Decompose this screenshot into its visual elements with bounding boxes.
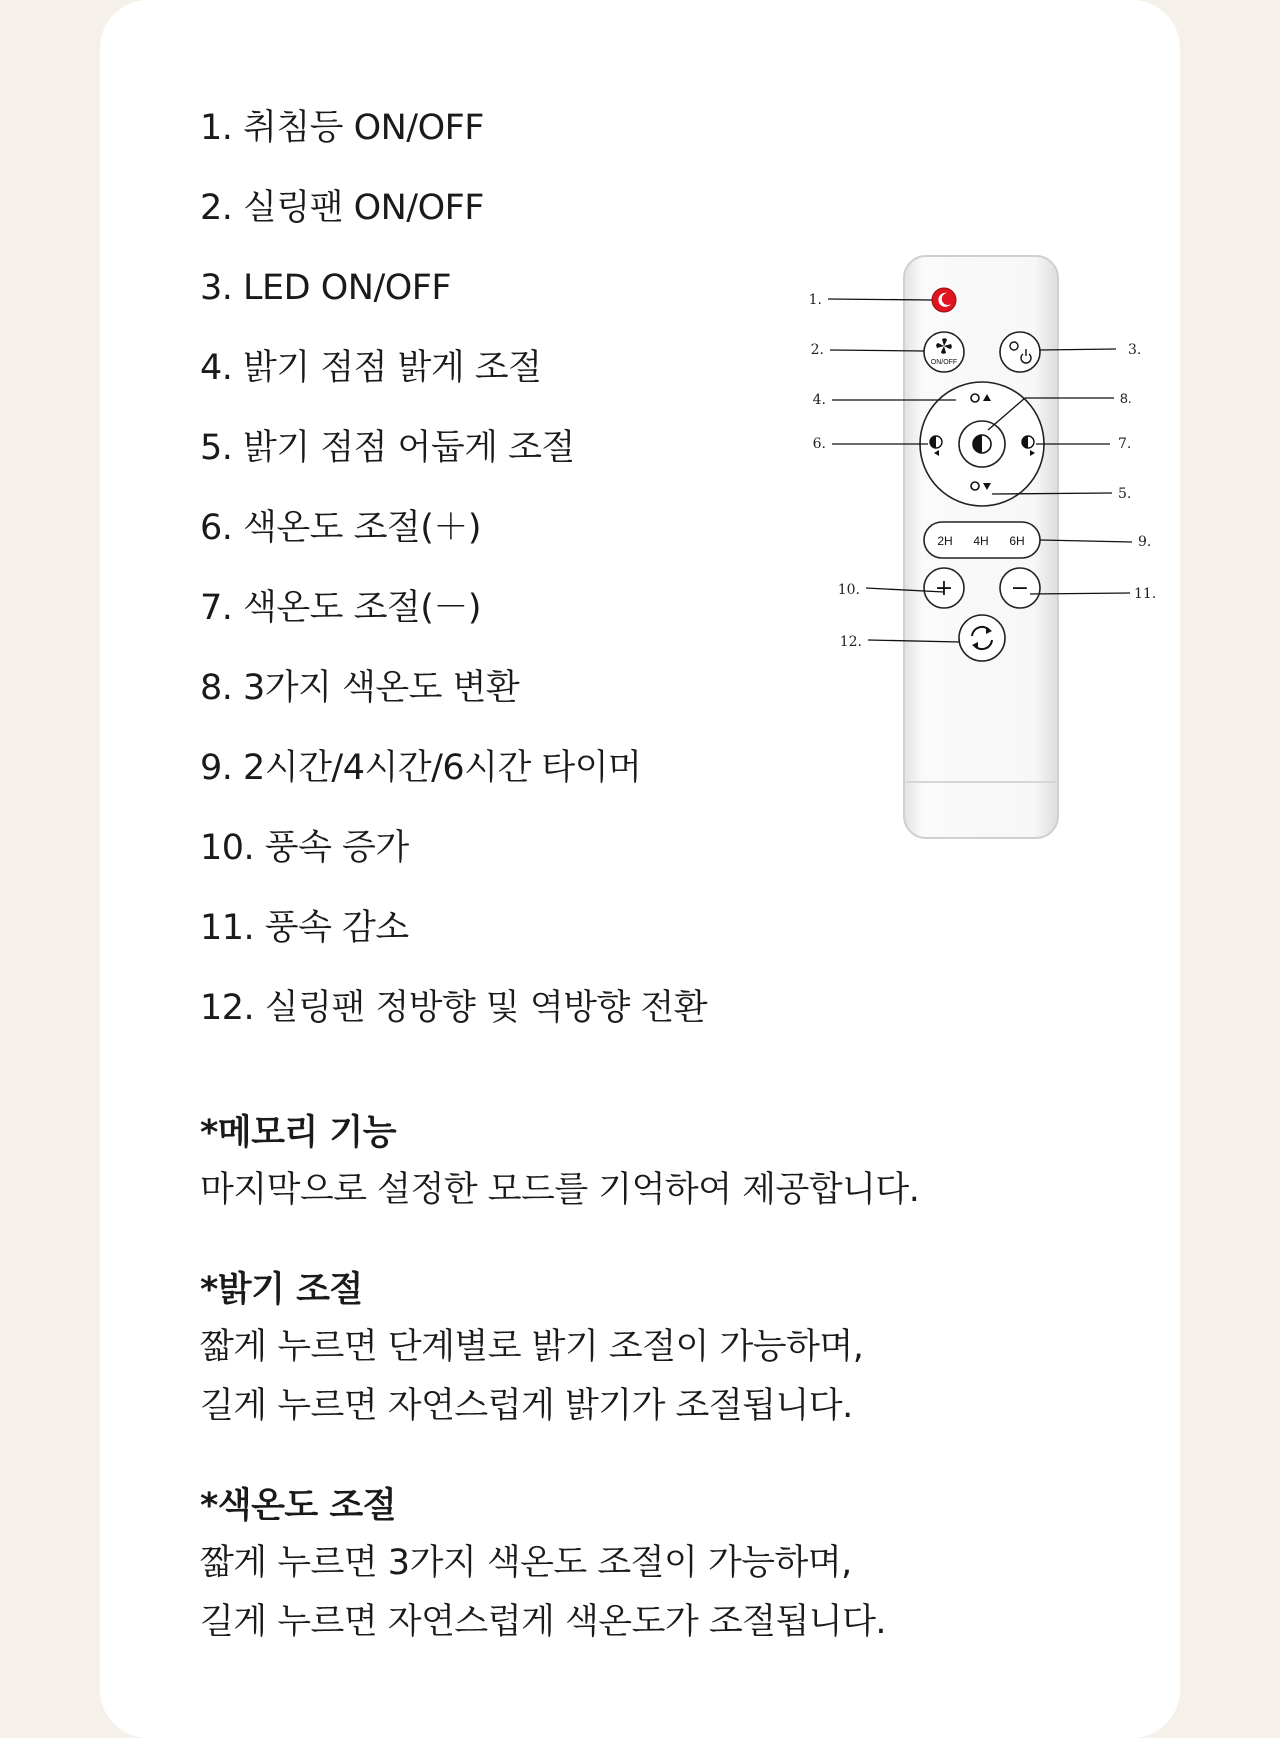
feature-item: 4. 밝기 점점 밝게 조절 <box>200 348 542 388</box>
callout-label-2: 2. <box>810 342 824 358</box>
feature-list <box>200 88 707 1048</box>
feature-item: 3. LED ON/OFF <box>200 268 452 308</box>
feature-item: 10. 풍속 증가 <box>200 828 409 868</box>
callout-label-10: 10. <box>837 582 860 598</box>
color-temp-cycle-button[interactable] <box>973 435 991 453</box>
callout-label-12: 12. <box>839 634 862 650</box>
timer-6h-button[interactable]: 6H <box>1009 534 1025 548</box>
callout-label-4: 4. <box>812 392 826 408</box>
callout-label-11: 11. <box>1134 586 1157 602</box>
note-line: 마지막으로 설정한 모드를 기억하여 제공합니다. <box>200 1170 920 1210</box>
note-line: 짧게 누르면 단계별로 밝기 조절이 가능하며, <box>200 1327 864 1367</box>
feature-item: 9. 2시간/4시간/6시간 타이머 <box>200 748 642 788</box>
night-light-button[interactable] <box>932 288 956 312</box>
callout-label-6: 6. <box>812 436 826 452</box>
fan-button-label: ON/OFF <box>930 359 958 366</box>
notes-section <box>200 1105 1100 1694</box>
feature-item: 5. 밝기 점점 어둡게 조절 <box>200 428 575 468</box>
feature-item: 11. 풍속 감소 <box>200 908 409 948</box>
led-onoff-button[interactable] <box>1000 332 1040 372</box>
remote-control-diagram <box>798 248 1198 848</box>
note-brightness <box>200 1262 1100 1436</box>
timer-button-group <box>924 522 1040 558</box>
callout-label-8: 8. <box>1120 390 1132 406</box>
content-card <box>100 0 1180 1738</box>
feature-item: 2. 실링팬 ON/OFF <box>200 188 484 228</box>
fan-speed-down-button[interactable] <box>1000 568 1040 608</box>
callout-label-9: 9. <box>1138 534 1152 550</box>
timer-2h-button[interactable]: 2H <box>937 534 953 548</box>
note-title: *메모리 기능 <box>200 1113 397 1153</box>
feature-item: 7. 색온도 조절(－) <box>200 588 482 628</box>
plus-icon: + <box>934 576 954 601</box>
note-title: *색온도 조절 <box>200 1486 397 1526</box>
callout-label-1: 1. <box>808 292 822 308</box>
callout-label-7: 7. <box>1118 436 1132 452</box>
callout-label-5: 5. <box>1118 486 1132 502</box>
note-line: 길게 누르면 자연스럽게 밝기가 조절됩니다. <box>200 1386 853 1426</box>
note-title: *밝기 조절 <box>200 1270 363 1310</box>
callout-label-3: 3. <box>1128 342 1142 358</box>
note-line: 짧게 누르면 3가지 색온도 조절이 가능하며, <box>200 1543 852 1583</box>
feature-item: 12. 실링팬 정방향 및 역방향 전환 <box>200 988 708 1028</box>
note-color-temp <box>200 1478 1100 1652</box>
fan-speed-up-button[interactable] <box>924 568 964 608</box>
note-line: 길게 누르면 자연스럽게 색온도가 조절됩니다. <box>200 1602 887 1642</box>
fan-direction-button[interactable] <box>959 615 1005 661</box>
feature-item: 1. 취침등 ON/OFF <box>200 108 484 148</box>
minus-icon: − <box>1010 576 1030 601</box>
note-memory <box>200 1105 1100 1220</box>
fan-onoff-button[interactable] <box>924 332 964 372</box>
timer-4h-button[interactable]: 4H <box>973 534 989 548</box>
feature-item: 6. 색온도 조절(＋) <box>200 508 482 548</box>
feature-item: 8. 3가지 색온도 변환 <box>200 668 520 708</box>
